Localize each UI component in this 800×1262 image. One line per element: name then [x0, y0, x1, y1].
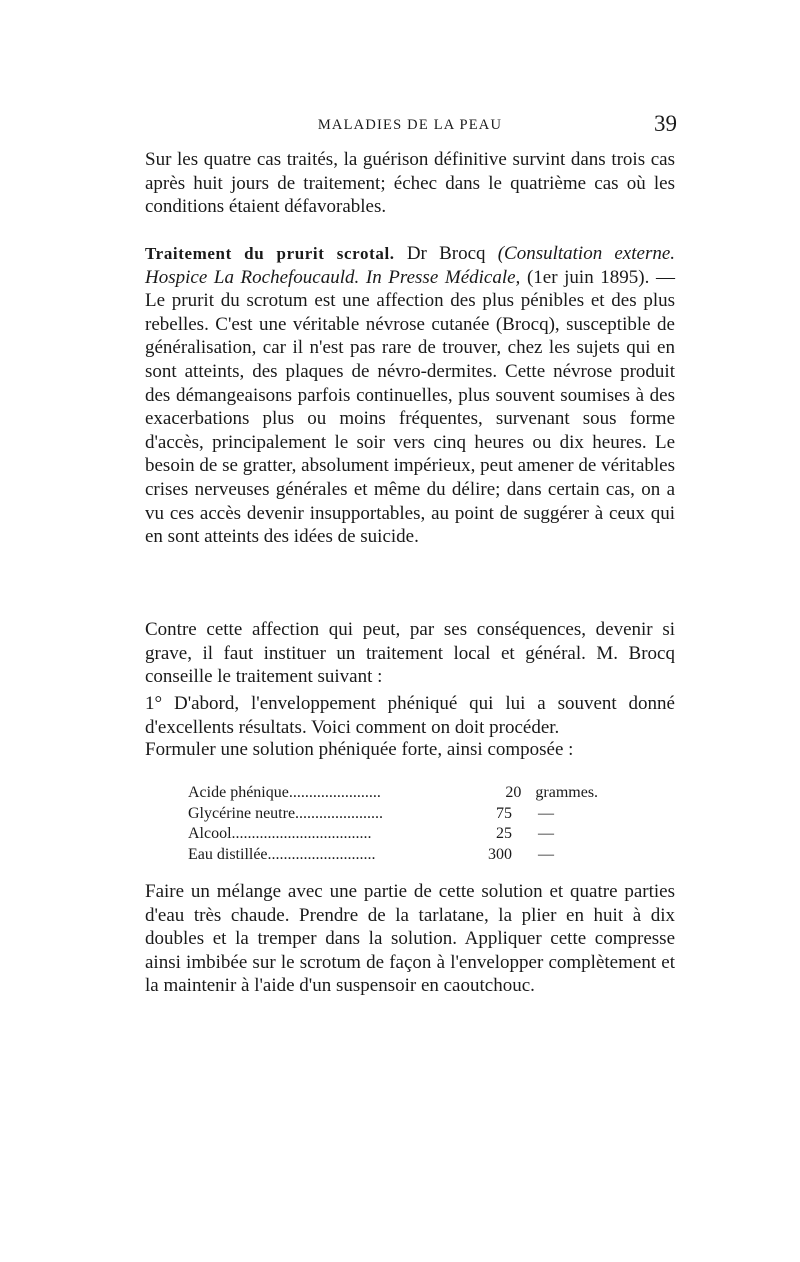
unit: —	[538, 825, 554, 843]
source-reference: (Consultation externe. Hospice La Rochefoucauld. In Presse Médicale,	[145, 243, 676, 288]
author-title: Dr	[406, 243, 427, 264]
paragraph-3: Contre cette affection qui peut, par ses conséquences, devenir si grave, il faut instituer un traitement local et général. M. Brocq conseille le traitement suivant :	[145, 619, 675, 688]
ingredient: Glycérine neutre......................	[188, 804, 384, 822]
paragraph-5: Formuler une solution phéniquée forte, ainsi composée :	[145, 739, 574, 760]
paragraph-6: Faire un mélange avec une partie de cette solution et quatre parties d'eau très chaude. Prendre de la tarlatane, la plier en huit à dix doubles et la tremper dans la solution. Appliquer cette compresse ainsi imbibée sur le scrotum de façon à l'envelopper complètement et la maintenir à l'aide d'un suspensoir en caoutchouc.	[145, 881, 675, 997]
paragraph-2	[145, 242, 675, 549]
recipe-row	[188, 825, 628, 846]
author-name: Brocq	[439, 243, 486, 264]
running-title: MALADIES DE LA PEAU	[317, 117, 503, 133]
unit: —	[538, 846, 554, 864]
quantity: 75	[496, 804, 512, 822]
recipe-row	[188, 784, 628, 805]
recipe-row	[188, 805, 628, 826]
recipe-row	[188, 846, 628, 867]
recipe-table	[188, 784, 628, 867]
unit: grammes.	[535, 784, 599, 801]
ingredient: Eau distillée...........................	[188, 846, 376, 864]
ingredient: Acide phénique.......................	[188, 784, 381, 801]
section-title: Traitement du prurit scrotal.	[145, 244, 395, 263]
paragraph-1: Sur les quatre cas traités, la guérison définitive survint dans trois cas après huit jours de traitement; échec dans le quatrième cas où les conditions étaient défavorables.	[145, 149, 675, 218]
paragraph-4: 1° D'abord, l'enveloppement phéniqué qui lui a souvent donné d'excellents résultats. Voici comment on doit procéder.	[145, 693, 675, 738]
paragraph-2-text: — Le prurit du scrotum est une affection des plus pénibles et des plus rebelles. C'est une véritable névrose cutanée (Brocq), susceptible de généralisation, car il n'est pas rare de trouver, chez les sujets qui en sont atteints, des plaques de névro-dermites. Cette névrose produit des démangeaisons parfois continuelles, plus souvent soumises à des exacerbations plus ou moins fréquentes, survenant sous forme d'accès, principalement le soir vers cinq heures ou dix heures. Le besoin de se gratter, absolument impérieux, peut amener de véritables crises nerveuses générales et même du délire; dans certain cas, on a vu ces accès devenir insupportables, au point de suggérer à ceux qui en sont atteints des idées de suicide.	[145, 266, 676, 548]
page-header	[145, 111, 675, 141]
quantity: 25	[496, 825, 512, 843]
page-number: 39	[654, 111, 677, 136]
ingredient: Alcool...................................	[188, 825, 372, 843]
quantity: 20	[505, 784, 522, 801]
unit: —	[538, 804, 554, 822]
source-date: (1er juin 1895).	[526, 266, 650, 288]
quantity: 300	[488, 846, 512, 864]
